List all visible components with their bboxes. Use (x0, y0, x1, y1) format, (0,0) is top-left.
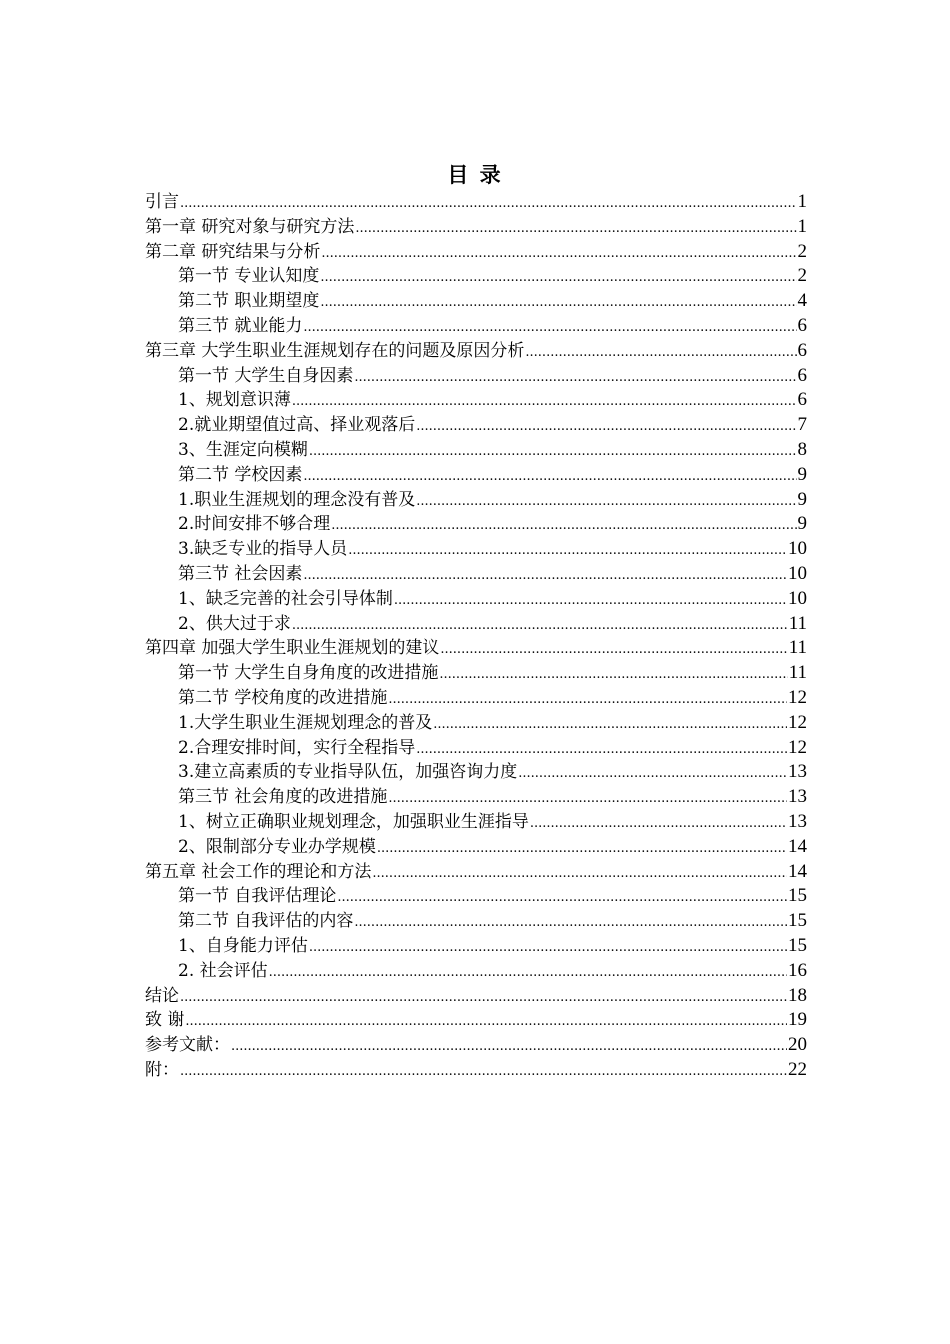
toc-entry-page-number: 11 (788, 662, 807, 684)
toc-entry-page-number: 15 (788, 910, 807, 932)
toc-dot-leader (331, 514, 796, 537)
toc-entry-label: 2.合理安排时间，实行全程指导 (178, 737, 416, 758)
toc-dot-leader (321, 242, 796, 265)
toc-entry-page-number: 6 (797, 314, 807, 336)
toc-dot-leader (377, 837, 787, 860)
toc-entry-label: 第一章 研究对象与研究方法 (145, 216, 355, 237)
toc-entry[interactable] (145, 314, 807, 339)
toc-entry[interactable] (145, 711, 807, 736)
toc-entry[interactable] (145, 240, 807, 265)
toc-dot-leader (416, 738, 787, 761)
toc-dot-leader (354, 911, 787, 934)
toc-dot-leader (355, 217, 796, 240)
toc-entry-page-number: 18 (788, 984, 807, 1006)
toc-entry-label: 3.建立高素质的专业指导队伍，加强咨询力度 (178, 762, 518, 783)
toc-dot-leader (433, 713, 787, 736)
toc-entry-page-number: 9 (797, 488, 807, 510)
toc-dot-leader (180, 1060, 787, 1083)
toc-entry-label: 第四章 加强大学生职业生涯规划的建议 (145, 638, 440, 659)
toc-entry-label: 3.缺乏专业的指导人员 (178, 539, 348, 560)
toc-entry[interactable] (145, 463, 807, 488)
toc-entry[interactable] (145, 934, 807, 959)
toc-entry-page-number: 1 (797, 215, 807, 237)
toc-entry-page-number: 2 (797, 240, 807, 262)
toc-entry-label: 2.时间安排不够合理 (178, 514, 331, 535)
toc-entry-page-number: 13 (788, 761, 807, 783)
toc-entry-page-number: 9 (797, 463, 807, 485)
toc-dot-leader (320, 291, 796, 314)
toc-entry[interactable] (145, 1008, 807, 1033)
toc-entry[interactable] (145, 686, 807, 711)
toc-dot-leader (416, 415, 796, 438)
toc-entry-page-number: 14 (788, 860, 807, 882)
toc-dot-leader (337, 886, 787, 909)
toc-entry-label: 2. 社会评估 (178, 960, 268, 981)
toc-entry-label: 1、缺乏完善的社会引导体制 (178, 588, 393, 609)
toc-entry-label: 1、规划意识薄 (178, 390, 291, 411)
toc-entry[interactable] (145, 488, 807, 513)
toc-entry[interactable] (145, 1058, 807, 1083)
toc-entry[interactable] (145, 339, 807, 364)
toc-entry-page-number: 15 (788, 934, 807, 956)
toc-entry[interactable] (145, 984, 807, 1009)
page-title: 目 录 (447, 163, 503, 187)
toc-entry-page-number: 1 (797, 191, 807, 212)
toc-entry-label: 第三章 大学生职业生涯规划存在的问题及原因分析 (145, 340, 525, 361)
toc-entry-page-number: 6 (797, 364, 807, 386)
toc-entry-page-number: 16 (788, 959, 807, 981)
toc-entry[interactable] (145, 636, 807, 661)
toc-dot-leader (320, 266, 796, 289)
toc-entry[interactable] (145, 909, 807, 934)
toc-entry-label: 2、供大过于求 (178, 613, 291, 634)
toc-entry-label: 结论 (145, 985, 179, 1006)
toc-entry[interactable] (145, 364, 807, 389)
toc-dot-leader (269, 961, 787, 984)
toc-entry-label: 3、生涯定向模糊 (178, 439, 308, 460)
toc-entry-label: 致 谢 (145, 1010, 185, 1031)
toc-entry[interactable] (145, 835, 807, 860)
toc-dot-leader (439, 663, 787, 686)
toc-entry-page-number: 4 (797, 290, 807, 312)
toc-entry-label: 第一节 自我评估理论 (178, 886, 337, 907)
toc-dot-leader (440, 638, 787, 661)
toc-entry[interactable] (145, 587, 807, 612)
toc-entry-page-number: 12 (788, 711, 807, 733)
toc-entry-page-number: 14 (788, 835, 807, 857)
toc-dot-leader (180, 986, 787, 1009)
toc-dot-leader (292, 614, 788, 637)
toc-dot-leader (185, 1010, 787, 1033)
toc-entry-label: 第二节 职业期望度 (178, 291, 320, 312)
toc-entry[interactable] (145, 1033, 807, 1058)
toc-entry-page-number: 11 (788, 612, 807, 634)
toc-entry-label: 1.大学生职业生涯规划理念的普及 (178, 712, 433, 733)
toc-entry[interactable] (145, 388, 807, 413)
toc-dot-leader (354, 366, 796, 389)
toc-entry[interactable] (145, 612, 807, 637)
toc-entry-label: 第二节 学校角度的改进措施 (178, 687, 388, 708)
toc-entry[interactable] (145, 785, 807, 810)
toc-entry[interactable] (145, 661, 807, 686)
toc-entry[interactable] (145, 760, 807, 785)
toc-entry-label: 第三节 社会角度的改进措施 (178, 787, 388, 808)
toc-entry-page-number: 12 (788, 686, 807, 708)
toc-entry-page-number: 6 (797, 339, 807, 361)
toc-entry-page-number: 7 (797, 414, 807, 436)
toc-entry[interactable] (145, 438, 807, 463)
toc-entry[interactable] (145, 884, 807, 909)
toc-entry-label: 第三节 就业能力 (178, 315, 303, 336)
toc-entry[interactable] (145, 190, 807, 215)
toc-entry-label: 2.就业期望值过高、择业观落后 (178, 415, 416, 436)
toc-dot-leader (525, 341, 796, 364)
toc-entry-page-number: 10 (788, 538, 807, 560)
toc-dot-leader (372, 862, 787, 885)
toc-entry-page-number: 10 (788, 587, 807, 609)
toc-dot-leader (416, 490, 796, 513)
toc-entry[interactable] (145, 413, 807, 438)
toc-dot-leader (388, 787, 787, 810)
toc-entry-label: 第五章 社会工作的理论和方法 (145, 861, 372, 882)
toc-entry[interactable] (145, 810, 807, 835)
toc-entry-label: 第二章 研究结果与分析 (145, 241, 321, 262)
toc-entry-page-number: 13 (788, 810, 807, 832)
toc-entry-label: 第一节 专业认知度 (178, 266, 320, 287)
toc-entry-page-number: 15 (788, 885, 807, 907)
toc-entry[interactable] (145, 736, 807, 761)
toc-entry[interactable] (145, 215, 807, 240)
toc-entry-label: 1、树立正确职业规划理念，加强职业生涯指导 (178, 811, 529, 832)
toc-dot-leader (309, 936, 787, 959)
toc-entry-page-number: 2 (797, 265, 807, 287)
toc-dot-leader (303, 465, 796, 488)
toc-entry-page-number: 19 (788, 1009, 807, 1031)
toc-entry-page-number: 11 (788, 637, 807, 659)
toc-dot-leader (231, 1035, 787, 1058)
toc-entry-label: 附： (145, 1059, 179, 1080)
toc-dot-leader (180, 192, 797, 215)
toc-dot-leader (309, 440, 797, 463)
toc-entry-page-number: 6 (797, 389, 807, 411)
toc-entry-page-number: 10 (788, 562, 807, 584)
toc-entry-page-number: 20 (788, 1034, 807, 1056)
toc-entry-page-number: 13 (788, 786, 807, 808)
toc-dot-leader (518, 762, 787, 785)
toc-entry[interactable] (145, 264, 807, 289)
toc-entry[interactable] (145, 537, 807, 562)
toc-dot-leader (292, 390, 797, 413)
toc-entry[interactable] (145, 512, 807, 537)
toc-dot-leader (303, 564, 787, 587)
toc-entry-page-number: 22 (788, 1058, 807, 1080)
toc-entry-label: 第二节 学校因素 (178, 464, 303, 485)
toc-entry-label: 1.职业生涯规划的理念没有普及 (178, 489, 416, 510)
toc-entry[interactable] (145, 959, 807, 984)
toc-list (145, 190, 807, 1083)
toc-entry-label: 第一节 大学生自身因素 (178, 365, 354, 386)
toc-dot-leader (388, 688, 787, 711)
toc-dot-leader (394, 589, 787, 612)
toc-entry-page-number: 9 (797, 513, 807, 535)
toc-entry-label: 2、限制部分专业办学规模 (178, 836, 376, 857)
toc-entry-page-number: 8 (797, 438, 807, 460)
toc-entry-page-number: 12 (788, 736, 807, 758)
toc-dot-leader (303, 316, 796, 339)
toc-entry[interactable] (145, 562, 807, 587)
toc-entry-label: 第一节 大学生自身角度的改进措施 (178, 663, 439, 684)
toc-entry-label: 1、自身能力评估 (178, 935, 308, 956)
toc-entry-label: 参考文献： (145, 1035, 230, 1056)
toc-entry-label: 第二节 自我评估的内容 (178, 911, 354, 932)
toc-entry[interactable] (145, 289, 807, 314)
toc-dot-leader (530, 812, 787, 835)
toc-dot-leader (348, 539, 787, 562)
toc-entry[interactable] (145, 860, 807, 885)
toc-entry-label: 引言 (145, 192, 179, 212)
toc-entry-label: 第三节 社会因素 (178, 563, 303, 584)
